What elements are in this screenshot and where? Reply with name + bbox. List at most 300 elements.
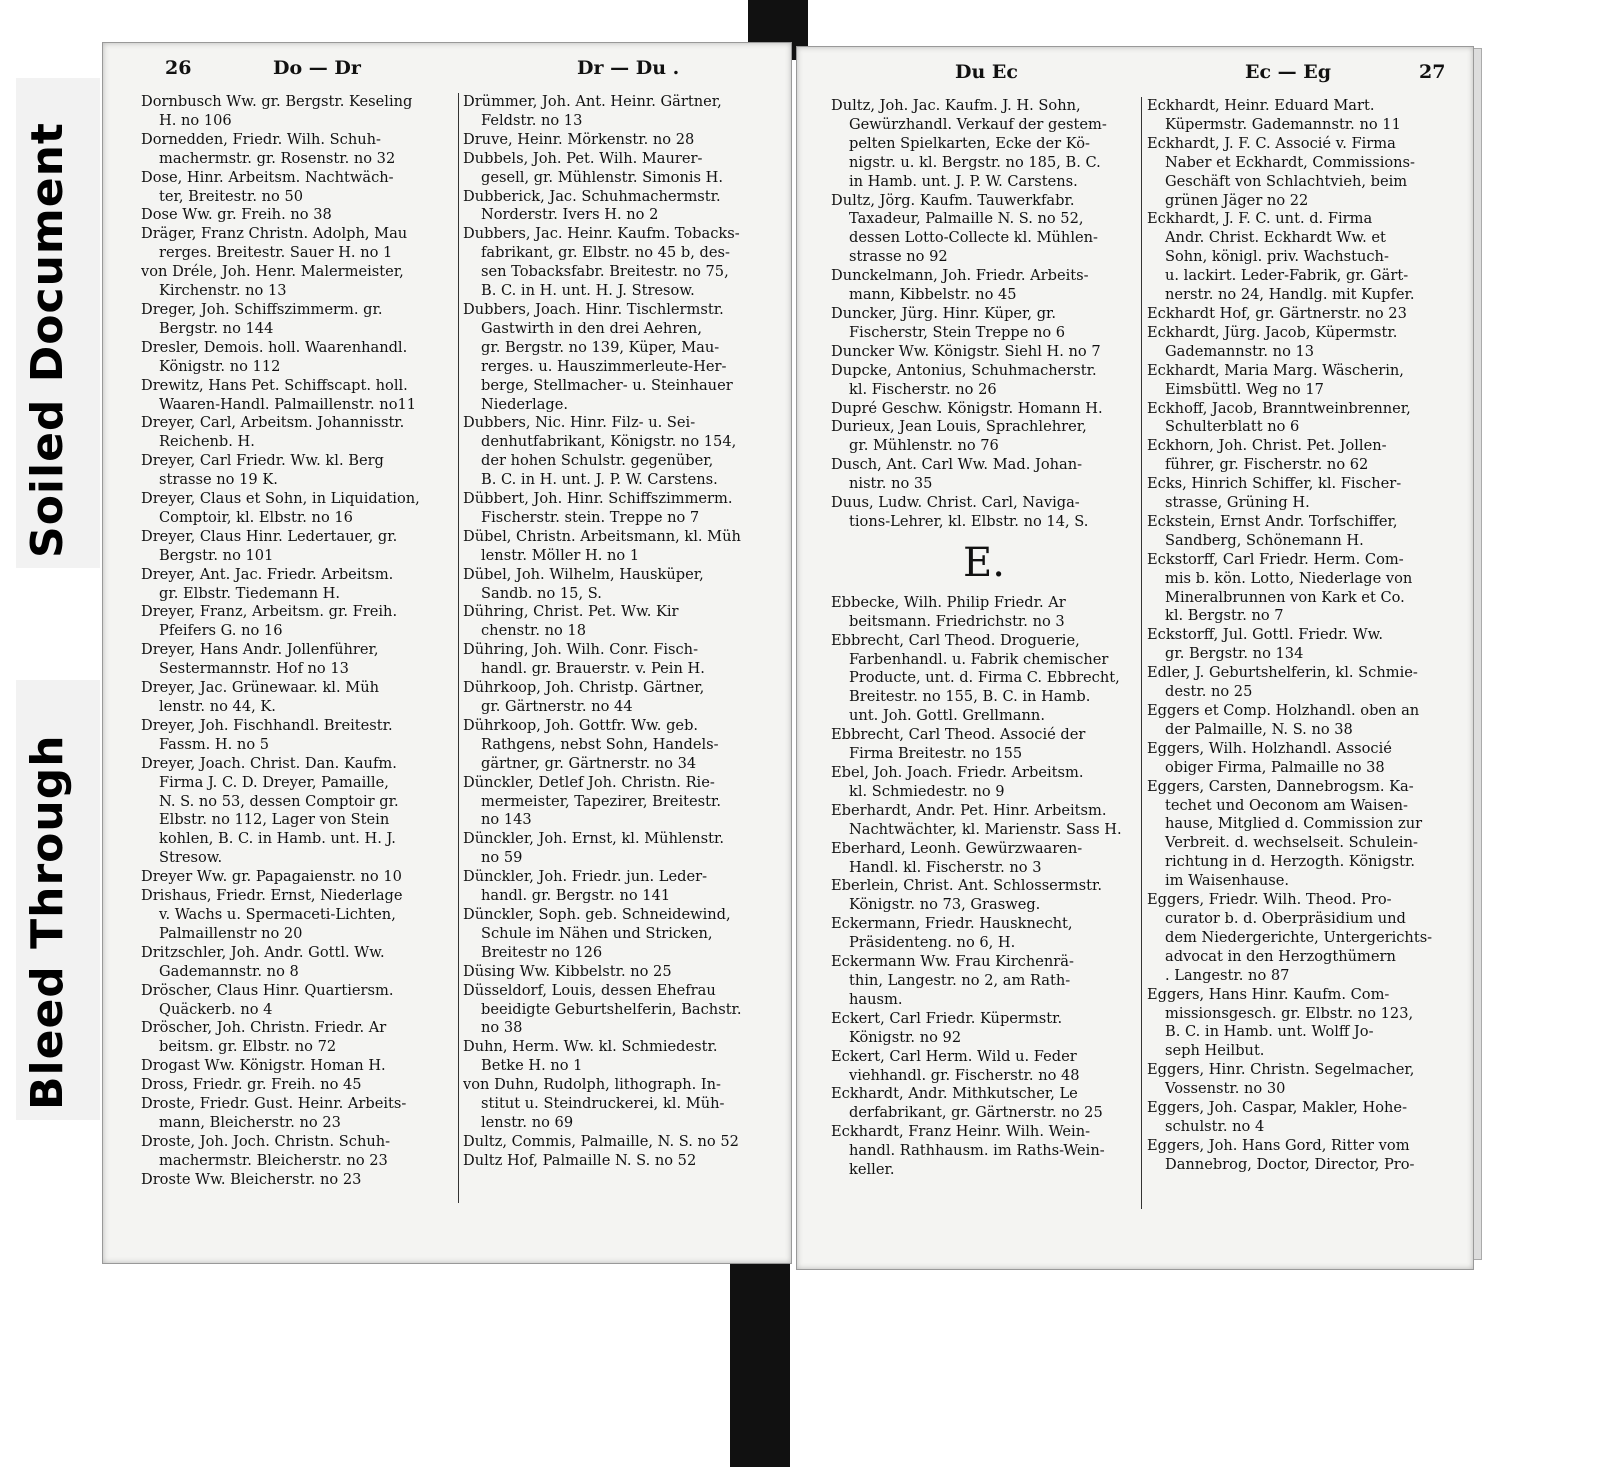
entry-continuation-line: Präsidenteng. no 6, H. — [849, 934, 1016, 952]
directory-entry — [141, 1133, 455, 1171]
directory-entry — [1147, 1137, 1453, 1175]
entry-continuation-line: Waaren-Handl. Palmaillenstr. no11 — [159, 395, 417, 413]
entry-continuation-line: lenstr. Möller H. no 1 — [481, 546, 640, 564]
directory-entry — [463, 1076, 777, 1133]
entry-continuation-line: richtung in d. Herzogth. Königstr. — [1165, 853, 1415, 871]
entry-name-line: Eckhardt, Jürg. Jacob, Küpermstr. — [1147, 323, 1398, 341]
right-page-column-1 — [831, 97, 1137, 1213]
entry-continuation-line: nigstr. u. kl. Bergstr. no 185, B. C. — [849, 153, 1101, 171]
entry-continuation-line: rerges. Breitestr. Sauer H. no 1 — [159, 244, 393, 262]
entry-continuation-line: Firma J. C. D. Dreyer, Pamaille, — [159, 773, 389, 791]
entry-continuation-line: Reichenb. H. — [159, 433, 255, 451]
entry-continuation-line: Palmaillenstr no 20 — [159, 924, 303, 942]
directory-entry — [141, 679, 455, 717]
entry-continuation-line: denhutfabrikant, Königstr. no 154, — [481, 433, 737, 451]
entry-name-line: Eckhardt, Andr. Mithkutscher, Le — [831, 1085, 1078, 1103]
entry-continuation-line: stitut u. Steindruckerei, kl. Müh- — [481, 1095, 725, 1113]
right-page — [796, 46, 1474, 1270]
directory-entry — [141, 1019, 455, 1057]
entry-continuation-line: Nachtwächter, kl. Marienstr. Sass H. — [849, 820, 1122, 838]
left-page-column-1 — [141, 93, 455, 1207]
entry-continuation-line: schulstr. no 4 — [1165, 1117, 1265, 1135]
entry-continuation-line: thin, Langestr. no 2, am Rath- — [849, 971, 1071, 989]
entry-continuation-line: obiger Firma, Palmaille no 38 — [1165, 758, 1385, 776]
entry-name-line: Dreyer, Carl, Arbeitsm. Johannisstr. — [141, 414, 405, 432]
entry-name-line: Dose Ww. gr. Freih. no 38 — [141, 206, 332, 224]
entry-continuation-line: Elbstr. no 112, Lager von Stein — [159, 811, 390, 829]
entry-continuation-line: der hohen Schulstr. gegenüber, — [481, 452, 714, 470]
directory-entry — [141, 944, 455, 982]
entry-name-line: Dührkoop, Joh. Christp. Gärtner, — [463, 679, 705, 697]
directory-entry — [1147, 778, 1453, 891]
entry-name-line: Dreyer Ww. gr. Papagaienstr. no 10 — [141, 868, 402, 886]
entry-continuation-line: nistr. no 35 — [849, 475, 933, 493]
entry-name-line: Eckermann Ww. Frau Kirchenrä- — [831, 953, 1074, 971]
entry-name-line: Dünckler, Soph. geb. Schneidewind, — [463, 905, 731, 923]
entry-continuation-line: Farbenhandl. u. Fabrik chemischer — [849, 650, 1109, 668]
entry-name-line: Eckhorn, Joh. Christ. Pet. Jollen- — [1147, 437, 1387, 455]
directory-entry — [831, 802, 1137, 840]
directory-entry — [1147, 437, 1453, 475]
entry-name-line: Dresler, Demois. holl. Waarenhandl. — [141, 338, 408, 356]
entry-name-line: Dübel, Christn. Arbeitsmann, kl. Müh — [463, 527, 741, 545]
entry-continuation-line: N. S. no 53, dessen Comptoir gr. — [159, 792, 399, 810]
directory-entry — [1147, 551, 1453, 627]
entry-name-line: Eckstorff, Carl Friedr. Herm. Com- — [1147, 550, 1404, 568]
directory-entry — [141, 641, 455, 679]
entry-name-line: Droste Ww. Bleicherstr. no 23 — [141, 1170, 362, 1188]
header-left-col2: Dr — Du . — [577, 57, 680, 79]
entry-name-line: Dührkoop, Joh. Gottfr. Ww. geb. — [463, 716, 699, 734]
header-left-col1: Do — Dr — [273, 57, 361, 79]
entry-continuation-line: Norderstr. Ivers H. no 2 — [481, 206, 659, 224]
entry-continuation-line: no 143 — [481, 811, 532, 829]
entry-continuation-line: handl. Rathhausm. im Raths-Wein- — [849, 1142, 1105, 1160]
directory-entry — [1147, 891, 1453, 986]
entry-name-line: Drümmer, Joh. Ant. Heinr. Gärtner, — [463, 93, 722, 110]
entry-continuation-line: Handl. kl. Fischerstr. no 3 — [849, 858, 1042, 876]
entry-continuation-line: der Palmaille, N. S. no 38 — [1165, 720, 1353, 738]
entry-name-line: Dultz, Jörg. Kaufm. Tauwerkfabr. — [831, 191, 1075, 209]
directory-entry — [831, 267, 1137, 305]
entry-continuation-line: mermeister, Tapezirer, Breitestr. — [481, 792, 722, 810]
entry-continuation-line: techet und Oeconom am Waisen- — [1165, 796, 1408, 814]
directory-entry — [831, 494, 1137, 532]
directory-entry — [463, 982, 777, 1039]
entry-name-line: Eberhard, Leonh. Gewürzwaaren- — [831, 839, 1083, 857]
entry-continuation-line: dessen Lotto-Collecte kl. Mühlen- — [849, 229, 1098, 247]
directory-entry — [831, 1010, 1137, 1048]
entry-continuation-line: Schulterblatt no 6 — [1165, 418, 1300, 436]
directory-entry — [463, 830, 777, 868]
entry-continuation-line: Gewürzhandl. Verkauf der gestem- — [849, 115, 1107, 133]
entry-continuation-line: B. C. in H. unt. H. J. Stresow. — [481, 282, 695, 300]
entry-name-line: Droste, Joh. Joch. Christn. Schuh- — [141, 1132, 391, 1150]
entry-continuation-line: berge, Stellmacher- u. Steinhauer — [481, 376, 733, 394]
entry-name-line: Ebel, Joh. Joach. Friedr. Arbeitsm. — [831, 764, 1084, 781]
entry-name-line: Ecks, Hinrich Schiffer, kl. Fischer- — [1147, 475, 1402, 493]
directory-entry — [141, 1076, 455, 1095]
entry-name-line: Dräger, Franz Christn. Adolph, Mau — [141, 225, 408, 243]
directory-entry — [463, 679, 777, 717]
directory-entry — [831, 192, 1137, 268]
entry-name-line: Dreyer, Claus Hinr. Ledertauer, gr. — [141, 527, 398, 545]
directory-entry — [831, 594, 1137, 632]
directory-entry — [141, 377, 455, 415]
entry-continuation-line: handl. gr. Bergstr. no 141 — [481, 887, 671, 905]
directory-entry — [831, 840, 1137, 878]
entry-name-line: Dubbers, Joach. Hinr. Tischlermstr. — [463, 300, 724, 318]
entry-name-line: Dünckler, Joh. Friedr. jun. Leder- — [463, 868, 707, 886]
entry-continuation-line: strasse no 19 K. — [159, 471, 278, 489]
entry-continuation-line: Rathgens, nebst Sohn, Handels- — [481, 735, 719, 753]
entry-continuation-line: rerges. u. Hauszimmerleute-Her- — [481, 357, 727, 375]
entry-continuation-line: Königstr. no 112 — [159, 357, 281, 375]
entry-name-line: Ebbecke, Wilh. Philip Friedr. Ar — [831, 593, 1066, 611]
directory-entry — [1147, 740, 1453, 778]
directory-entry — [831, 418, 1137, 456]
entry-continuation-line: gr. Gärtnerstr. no 44 — [481, 698, 633, 715]
entry-name-line: Eckhardt, Maria Marg. Wäscherin, — [1147, 361, 1404, 379]
entry-name-line: Eggers et Comp. Holzhandl. oben an — [1147, 702, 1420, 719]
entry-name-line: Eckhardt, J. F. C. Associé v. Firma — [1147, 134, 1396, 152]
entry-continuation-line: strasse no 92 — [849, 248, 948, 266]
entry-name-line: Eggers, Wilh. Holzhandl. Associé — [1147, 739, 1392, 757]
entry-name-line: Dubberick, Jac. Schuhmachermstr. — [463, 187, 721, 205]
entry-continuation-line: beeidigte Geburtshelferin, Bachstr. — [481, 1000, 742, 1018]
directory-entry — [141, 263, 455, 301]
entry-continuation-line: Sandb. no 15, S. — [481, 584, 602, 602]
directory-entry — [1147, 1099, 1453, 1137]
directory-entry — [141, 490, 455, 528]
directory-entry — [141, 868, 455, 887]
directory-entry — [463, 1133, 777, 1152]
directory-entry — [141, 301, 455, 339]
directory-entry — [1147, 362, 1453, 400]
directory-entry — [141, 169, 455, 207]
entry-continuation-line: gärtner, gr. Gärtnerstr. no 34 — [481, 754, 697, 772]
entry-continuation-line: pelten Spielkarten, Ecke der Kö- — [849, 134, 1090, 152]
entry-continuation-line: Fischerstr, Stein Treppe no 6 — [849, 323, 1066, 341]
entry-name-line: Eggers, Carsten, Dannebrogsm. Ka- — [1147, 777, 1414, 795]
entry-continuation-line: B. C. in H. unt. J. P. W. Carstens. — [481, 471, 718, 489]
directory-entry — [831, 343, 1137, 362]
directory-entry — [831, 1048, 1137, 1086]
entry-name-line: Dreyer, Hans Andr. Jollenführer, — [141, 641, 379, 659]
entry-continuation-line: Comptoir, kl. Elbstr. no 16 — [159, 508, 353, 526]
entry-name-line: Dröscher, Claus Hinr. Quartiersm. — [141, 981, 394, 999]
entry-continuation-line: führer, gr. Fischerstr. no 62 — [1165, 456, 1369, 474]
entry-name-line: Dühring, Joh. Wilh. Conr. Fisch- — [463, 641, 699, 659]
entry-continuation-line: kohlen, B. C. in Hamb. unt. H. J. — [159, 830, 396, 848]
entry-name-line: Duhn, Herm. Ww. kl. Schmiedestr. — [463, 1038, 718, 1056]
entry-continuation-line: Firma Breitestr. no 155 — [849, 745, 1023, 763]
entry-name-line: Eggers, Hinr. Christn. Segelmacher, — [1147, 1061, 1415, 1079]
entry-name-line: Eckert, Carl Friedr. Küpermstr. — [831, 1009, 1063, 1027]
entry-continuation-line: Fischerstr. stein. Treppe no 7 — [481, 508, 700, 526]
entry-name-line: Dühring, Christ. Pet. Ww. Kir — [463, 603, 679, 621]
soiled-document-label: Soiled Document — [22, 122, 73, 558]
page-number-right: 27 — [1419, 61, 1446, 83]
entry-name-line: Droste, Friedr. Gust. Heinr. Arbeits- — [141, 1095, 407, 1113]
directory-entry — [1147, 513, 1453, 551]
entry-continuation-line: Pfeifers G. no 16 — [159, 622, 283, 640]
entry-continuation-line: curator b. d. Oberpräsidium und — [1165, 909, 1406, 927]
entry-continuation-line: Breitestr no 126 — [481, 943, 603, 961]
entry-continuation-line: Eimsbüttl. Weg no 17 — [1165, 380, 1324, 398]
directory-entry — [141, 982, 455, 1020]
entry-name-line: Ebbrecht, Carl Theod. Associé der — [831, 726, 1086, 744]
entry-continuation-line: B. C. in Hamb. unt. Wolff Jo- — [1165, 1023, 1374, 1041]
entry-continuation-line: Niederlage. — [481, 395, 569, 413]
entry-continuation-line: advocat in den Herzogthümern — [1165, 947, 1396, 965]
entry-continuation-line: Betke H. no 1 — [481, 1057, 583, 1075]
column-rule — [458, 93, 459, 1203]
entry-name-line: Durieux, Jean Louis, Sprachlehrer, — [831, 418, 1087, 436]
entry-name-line: Eckert, Carl Herm. Wild u. Feder — [831, 1047, 1077, 1065]
entry-continuation-line: gr. Mühlenstr. no 76 — [849, 437, 999, 455]
directory-entry — [463, 1152, 777, 1171]
gutter-bar-bottom — [730, 1262, 790, 1467]
directory-entry — [831, 632, 1137, 727]
directory-entry — [831, 362, 1137, 400]
directory-entry — [463, 93, 777, 131]
directory-entry — [463, 414, 777, 490]
entry-name-line: Dreyer, Joach. Christ. Dan. Kaufm. — [141, 754, 397, 772]
section-letter-e: E. — [963, 539, 1005, 586]
entry-continuation-line: hause, Mitglied d. Commission zur — [1165, 815, 1423, 833]
entry-continuation-line: ter, Breitestr. no 50 — [159, 187, 304, 205]
entry-name-line: Eberlein, Christ. Ant. Schlossermstr. — [831, 877, 1102, 895]
entry-continuation-line: . Langestr. no 87 — [1165, 966, 1290, 984]
entry-continuation-line: derfabrikant, gr. Gärtnerstr. no 25 — [849, 1104, 1103, 1122]
bleed-through-label: Bleed Through — [22, 734, 73, 1110]
entry-name-line: Eckhardt Hof, gr. Gärtnerstr. no 23 — [1147, 304, 1407, 322]
left-page-column-2 — [463, 93, 777, 1207]
directory-entry — [141, 225, 455, 263]
entry-continuation-line: Königstr. no 92 — [849, 1028, 962, 1046]
entry-name-line: Eggers, Friedr. Wilh. Theod. Pro- — [1147, 891, 1392, 909]
directory-entry — [463, 603, 777, 641]
entry-name-line: Dritzschler, Joh. Andr. Gottl. Ww. — [141, 943, 385, 961]
entry-continuation-line: Schule im Nähen und Stricken, — [481, 924, 713, 942]
directory-entry — [463, 301, 777, 414]
entry-continuation-line: Bergstr. no 144 — [159, 319, 274, 337]
entry-name-line: Eckhardt, Heinr. Eduard Mart. — [1147, 97, 1375, 114]
directory-entry — [1147, 986, 1453, 1062]
entry-continuation-line: Verbreit. d. wechselseit. Schulein- — [1165, 834, 1418, 852]
entry-name-line: Eckhoff, Jacob, Branntweinbrenner, — [1147, 399, 1411, 417]
entry-continuation-line: Mineralbrunnen von Kark et Co. — [1165, 588, 1405, 606]
entry-continuation-line: Stresow. — [159, 849, 223, 867]
entry-continuation-line: in Hamb. unt. J. P. W. Carstens. — [849, 172, 1078, 190]
entry-continuation-line: fabrikant, gr. Elbstr. no 45 b, des- — [481, 244, 730, 262]
entry-continuation-line: u. lackirt. Leder-Fabrik, gr. Gärt- — [1165, 267, 1409, 285]
directory-entry — [831, 1085, 1137, 1123]
directory-entry — [141, 717, 455, 755]
directory-entry — [463, 774, 777, 831]
directory-entry — [141, 1171, 455, 1190]
entry-name-line: Drogast Ww. Königstr. Homan H. — [141, 1057, 386, 1075]
header-right-col2: Ec — Eg — [1245, 61, 1332, 83]
entry-name-line: Dröscher, Joh. Christn. Friedr. Ar — [141, 1019, 387, 1037]
directory-entry — [141, 414, 455, 452]
directory-entry — [141, 1095, 455, 1133]
entry-continuation-line: beitsmann. Friedrichstr. no 3 — [849, 612, 1065, 630]
directory-entry — [463, 150, 777, 188]
entry-name-line: Dreyer, Joh. Fischhandl. Breitestr. — [141, 716, 393, 734]
entry-name-line: Dupré Geschw. Königstr. Homann H. — [831, 399, 1103, 417]
entry-continuation-line: strasse, Grüning H. — [1165, 494, 1310, 512]
entry-name-line: Dübbert, Joh. Hinr. Schiffszimmerm. — [463, 490, 733, 508]
directory-entry — [1147, 324, 1453, 362]
directory-entry — [831, 877, 1137, 915]
directory-entry — [141, 755, 455, 868]
entry-name-line: Dreger, Joh. Schiffszimmerm. gr. — [141, 300, 383, 318]
entry-continuation-line: kl. Fischerstr. no 26 — [849, 380, 997, 398]
directory-entry — [463, 1038, 777, 1076]
entry-name-line: von Duhn, Rudolph, lithograph. In- — [463, 1076, 721, 1094]
entry-name-line: Dornbusch Ww. gr. Bergstr. Keseling — [141, 93, 413, 110]
entry-continuation-line: tions-Lehrer, kl. Elbstr. no 14, S. — [849, 512, 1089, 530]
directory-entry — [141, 131, 455, 169]
entry-continuation-line: Quäckerb. no 4 — [159, 1000, 273, 1018]
entry-name-line: Duncker, Jürg. Hinr. Küper, gr. — [831, 304, 1057, 322]
entry-continuation-line: Vossenstr. no 30 — [1165, 1080, 1286, 1098]
directory-entry — [831, 764, 1137, 802]
entry-continuation-line: lenstr. no 44, K. — [159, 698, 276, 715]
page-number-left: 26 — [165, 57, 192, 79]
header-right-col1: Du Ec — [955, 61, 1018, 83]
directory-entry — [831, 953, 1137, 1010]
entry-continuation-line: machermstr. Bleicherstr. no 23 — [159, 1151, 388, 1169]
entry-name-line: Düsing Ww. Kibbelstr. no 25 — [463, 962, 672, 980]
entry-continuation-line: kl. Schmiedestr. no 9 — [849, 782, 1005, 800]
entry-continuation-line: keller. — [849, 1161, 895, 1179]
entry-continuation-line: Andr. Christ. Eckhardt Ww. et — [1165, 229, 1386, 247]
entry-continuation-line: Küpermstr. Gademannstr. no 11 — [1165, 115, 1401, 133]
entry-name-line: Dunckelmann, Joh. Friedr. Arbeits- — [831, 267, 1089, 285]
entry-name-line: Dose, Hinr. Arbeitsm. Nachtwäch- — [141, 168, 394, 186]
entry-continuation-line: Gademannstr. no 13 — [1165, 342, 1315, 360]
entry-continuation-line: im Waisenhause. — [1165, 872, 1290, 890]
entry-name-line: Edler, J. Geburtshelferin, kl. Schmie- — [1147, 664, 1418, 682]
entry-continuation-line: Gademannstr. no 8 — [159, 962, 299, 980]
entry-continuation-line: Gastwirth in den drei Aehren, — [481, 319, 702, 337]
entry-name-line: Düsseldorf, Louis, dessen Ehefrau — [463, 981, 716, 999]
directory-entry — [141, 93, 455, 131]
entry-name-line: Dubbers, Jac. Heinr. Kaufm. Tobacks- — [463, 225, 740, 243]
entry-continuation-line: Producte, unt. d. Firma C. Ebbrecht, — [849, 669, 1120, 687]
entry-name-line: Dreyer, Claus et Sohn, in Liquidation, — [141, 490, 420, 508]
directory-entry — [463, 906, 777, 963]
directory-entry — [463, 641, 777, 679]
directory-entry — [141, 206, 455, 225]
directory-entry — [831, 726, 1137, 764]
entry-continuation-line: Fassm. H. no 5 — [159, 735, 270, 753]
entry-name-line: Eggers, Joh. Caspar, Makler, Hohe- — [1147, 1099, 1407, 1117]
entry-continuation-line: gr. Elbstr. Tiedemann H. — [159, 584, 341, 602]
entry-name-line: Dreyer, Franz, Arbeitsm. gr. Freih. — [141, 603, 398, 621]
entry-name-line: Dreyer, Ant. Jac. Friedr. Arbeitsm. — [141, 565, 394, 583]
entry-continuation-line: kl. Bergstr. no 7 — [1165, 607, 1284, 625]
directory-entry — [1147, 626, 1453, 664]
directory-entry — [141, 528, 455, 566]
directory-entry — [1147, 664, 1453, 702]
entry-name-line: Dornedden, Friedr. Wilh. Schuh- — [141, 130, 381, 148]
entry-name-line: Druve, Heinr. Mörkenstr. no 28 — [463, 130, 695, 148]
entry-continuation-line: Naber et Eckhardt, Commissions- — [1165, 153, 1415, 171]
entry-continuation-line: viehhandl. gr. Fischerstr. no 48 — [849, 1066, 1080, 1084]
entry-name-line: Dusch, Ant. Carl Ww. Mad. Johan- — [831, 456, 1083, 474]
entry-continuation-line: no 38 — [481, 1019, 523, 1037]
entry-continuation-line: nerstr. no 24, Handlg. mit Kupfer. — [1165, 286, 1415, 304]
entry-name-line: Drewitz, Hans Pet. Schiffscapt. holl. — [141, 376, 408, 394]
entry-continuation-line: Kirchenstr. no 13 — [159, 282, 287, 300]
directory-entry — [1147, 475, 1453, 513]
directory-entry — [831, 97, 1137, 192]
directory-entry — [463, 188, 777, 226]
entry-continuation-line: Breitestr. no 155, B. C. in Hamb. — [849, 688, 1091, 706]
entry-continuation-line: destr. no 25 — [1165, 683, 1253, 701]
directory-entry — [141, 452, 455, 490]
entry-continuation-line: Bergstr. no 101 — [159, 546, 274, 564]
directory-entry — [831, 1123, 1137, 1180]
entry-name-line: Dultz, Commis, Palmaille, N. S. no 52 — [463, 1132, 739, 1150]
entry-name-line: Ebbrecht, Carl Theod. Droguerie, — [831, 631, 1080, 649]
entry-continuation-line: hausm. — [849, 990, 903, 1008]
entry-name-line: Dross, Friedr. gr. Freih. no 45 — [141, 1076, 362, 1094]
directory-entry — [141, 603, 455, 641]
entry-name-line: Eggers, Joh. Hans Gord, Ritter vom — [1147, 1136, 1410, 1154]
entry-continuation-line: dem Niedergerichte, Untergerichts- — [1165, 928, 1433, 946]
entry-name-line: Dubbels, Joh. Pet. Wilh. Maurer- — [463, 149, 703, 167]
directory-entry — [831, 400, 1137, 419]
entry-name-line: Eckstorff, Jul. Gottl. Friedr. Ww. — [1147, 626, 1384, 644]
directory-entry — [463, 717, 777, 774]
entry-name-line: Dupcke, Antonius, Schuhmacherstr. — [831, 361, 1097, 379]
entry-continuation-line: mis b. kön. Lotto, Niederlage von — [1165, 569, 1413, 587]
entry-continuation-line: chenstr. no 18 — [481, 622, 587, 640]
entry-continuation-line: seph Heilbut. — [1165, 1042, 1265, 1060]
entry-continuation-line: gesell, gr. Mühlenstr. Simonis H. — [481, 168, 724, 186]
directory-entry — [831, 456, 1137, 494]
entry-name-line: Eckstein, Ernst Andr. Torfschiffer, — [1147, 512, 1398, 530]
directory-entry — [1147, 1061, 1453, 1099]
entry-continuation-line: Sandberg, Schönemann H. — [1165, 531, 1364, 549]
directory-entry — [141, 566, 455, 604]
directory-entry — [141, 339, 455, 377]
entry-name-line: Dünckler, Joh. Ernst, kl. Mühlenstr. — [463, 830, 725, 848]
entry-continuation-line: Taxadeur, Palmaille N. S. no 52, — [849, 210, 1084, 228]
entry-name-line: Eckermann, Friedr. Hausknecht, — [831, 915, 1073, 933]
entry-name-line: Dünckler, Detlef Joh. Christn. Rie- — [463, 773, 715, 791]
directory-entry — [831, 915, 1137, 953]
directory-entry — [141, 1057, 455, 1076]
directory-entry — [1147, 97, 1453, 135]
directory-entry — [1147, 400, 1453, 438]
entry-continuation-line: Dannebrog, Doctor, Director, Pro- — [1165, 1155, 1415, 1173]
entry-continuation-line: sen Tobacksfabr. Breitestr. no 75, — [481, 263, 729, 281]
entry-continuation-line: Sohn, königl. priv. Wachstuch- — [1165, 248, 1389, 266]
entry-name-line: Eckhardt, Franz Heinr. Wilh. Wein- — [831, 1123, 1091, 1141]
entry-continuation-line: Sestermannstr. Hof no 13 — [159, 660, 349, 678]
entry-name-line: Dultz Hof, Palmaille N. S. no 52 — [463, 1151, 697, 1169]
directory-entry — [1147, 135, 1453, 211]
entry-name-line: Eggers, Hans Hinr. Kaufm. Com- — [1147, 985, 1390, 1003]
directory-entry — [1147, 305, 1453, 324]
directory-entry — [1147, 702, 1453, 740]
